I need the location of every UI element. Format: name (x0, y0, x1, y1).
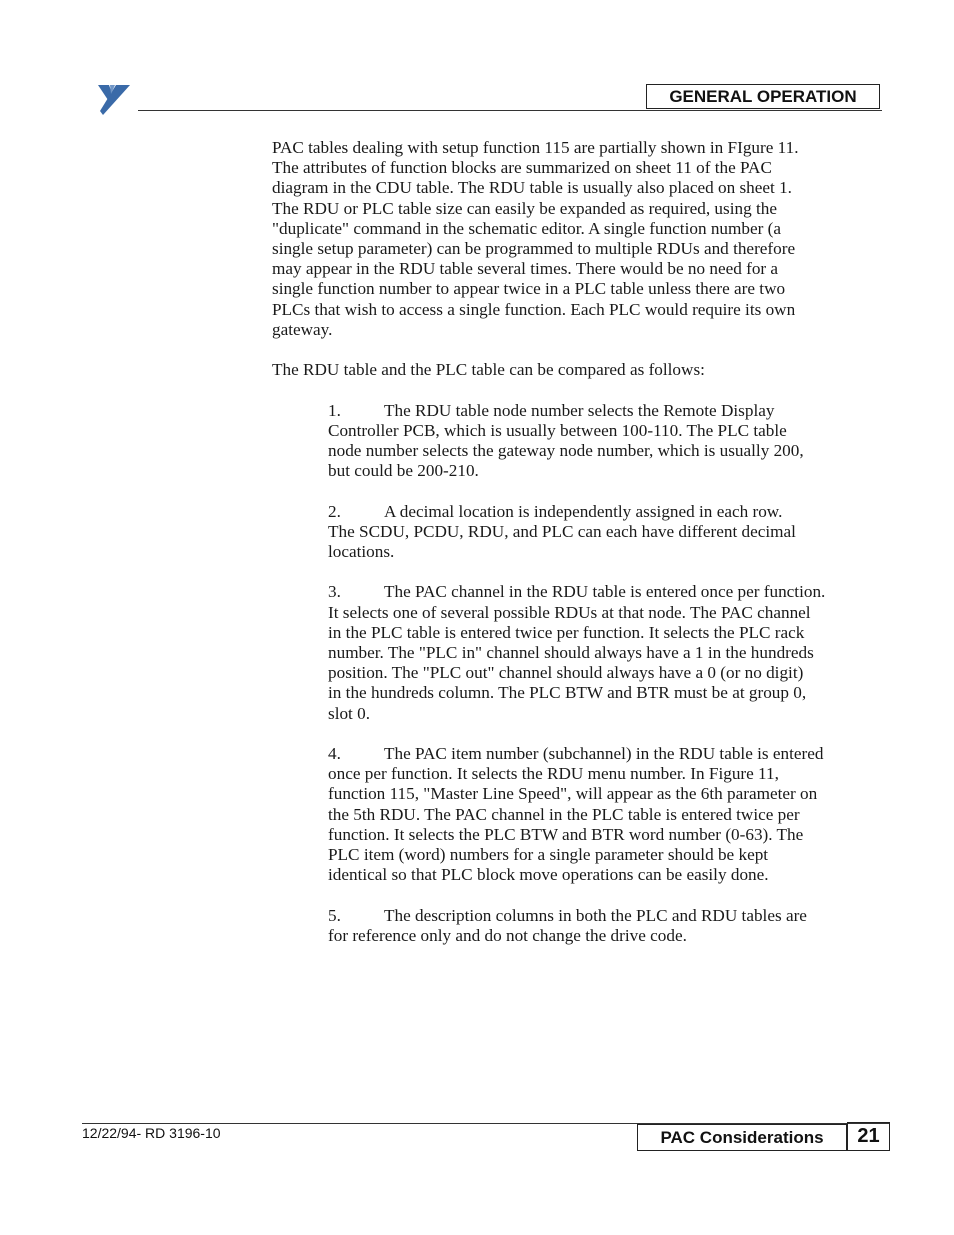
list-item-number: 4. (328, 744, 341, 764)
section-title: GENERAL OPERATION (646, 84, 880, 109)
document-reference: 12/22/94- RD 3196-10 (82, 1125, 221, 1141)
list-item-text: The description columns in both the PLC and RDU tables are for reference only and do not change the drive code. (328, 905, 807, 945)
main-content (272, 138, 872, 966)
list-item-number: 2. (328, 501, 341, 521)
intro-paragraph: PAC tables dealing with setup function 115 are partially shown in FIgure 11. The attributes of function blocks are summarized on sheet 11 of the PAC diagram in the CDU table. The RDU table is usually also placed on sheet 1. The RDU or PLC table size can easily be expanded as required, using the "duplicate" command in the schematic editor. A single function number (a single setup parameter) can be programmed to multiple RDUs and therefore may appear in the RDU table several times. There would be no need for a single function number to appear twice in a PLC table unless there are two PLCs that wish to access a single function. Each PLC would require its own gateway. (272, 138, 799, 339)
list-item-text: The PAC channel in the RDU table is entered once per function. It selects one of several possible RDUs at that node. The PAC channel in the PLC table is entered twice per function. It selects the PLC rack number. The "PLC in" channel should always have a 1 in the hundreds position. The "PLC out" channel should always have a 0 (or no digit) in the hundreds column. The PLC BTW and BTR must be at group 0, slot 0. (328, 582, 826, 723)
comparison-list (328, 401, 872, 946)
list-item (328, 401, 872, 482)
list-item-number: 1. (328, 400, 341, 420)
header-rule (138, 110, 882, 111)
list-item-number: 5. (328, 905, 341, 925)
list-item (328, 502, 872, 563)
list-item-text: The RDU table node number selects the Remote Display Controller PCB, which is usually between 100-110. The PLC table node number selects the gateway node number, which is usually 200, but could be 200-210. (328, 400, 804, 481)
footer-section-title: PAC Considerations (637, 1124, 847, 1151)
company-logo-icon (96, 82, 132, 116)
list-item-text: A decimal location is independently assigned in each row. The SCDU, PCDU, RDU, and PLC can each have different decimal locations. (328, 501, 796, 562)
list-item (328, 906, 872, 946)
list-item (328, 744, 872, 885)
page-number: 21 (847, 1122, 890, 1151)
list-item (328, 582, 872, 723)
list-item-text: The PAC item number (subchannel) in the RDU table is entered once per function. It selects the RDU menu number. In Figure 11, function 115, "Master Line Speed", will appear as the 6th parameter on the 5th RDU. The PAC channel in the PLC table is entered twice per function. It selects the PLC BTW and BTR word number (0-63). The PLC item (word) numbers for a single parameter should be kept identical so that PLC block move operations can be easily done. (328, 744, 824, 885)
list-item-number: 3. (328, 582, 341, 602)
comparison-lead-paragraph: The RDU table and the PLC table can be compared as follows: (272, 360, 705, 380)
